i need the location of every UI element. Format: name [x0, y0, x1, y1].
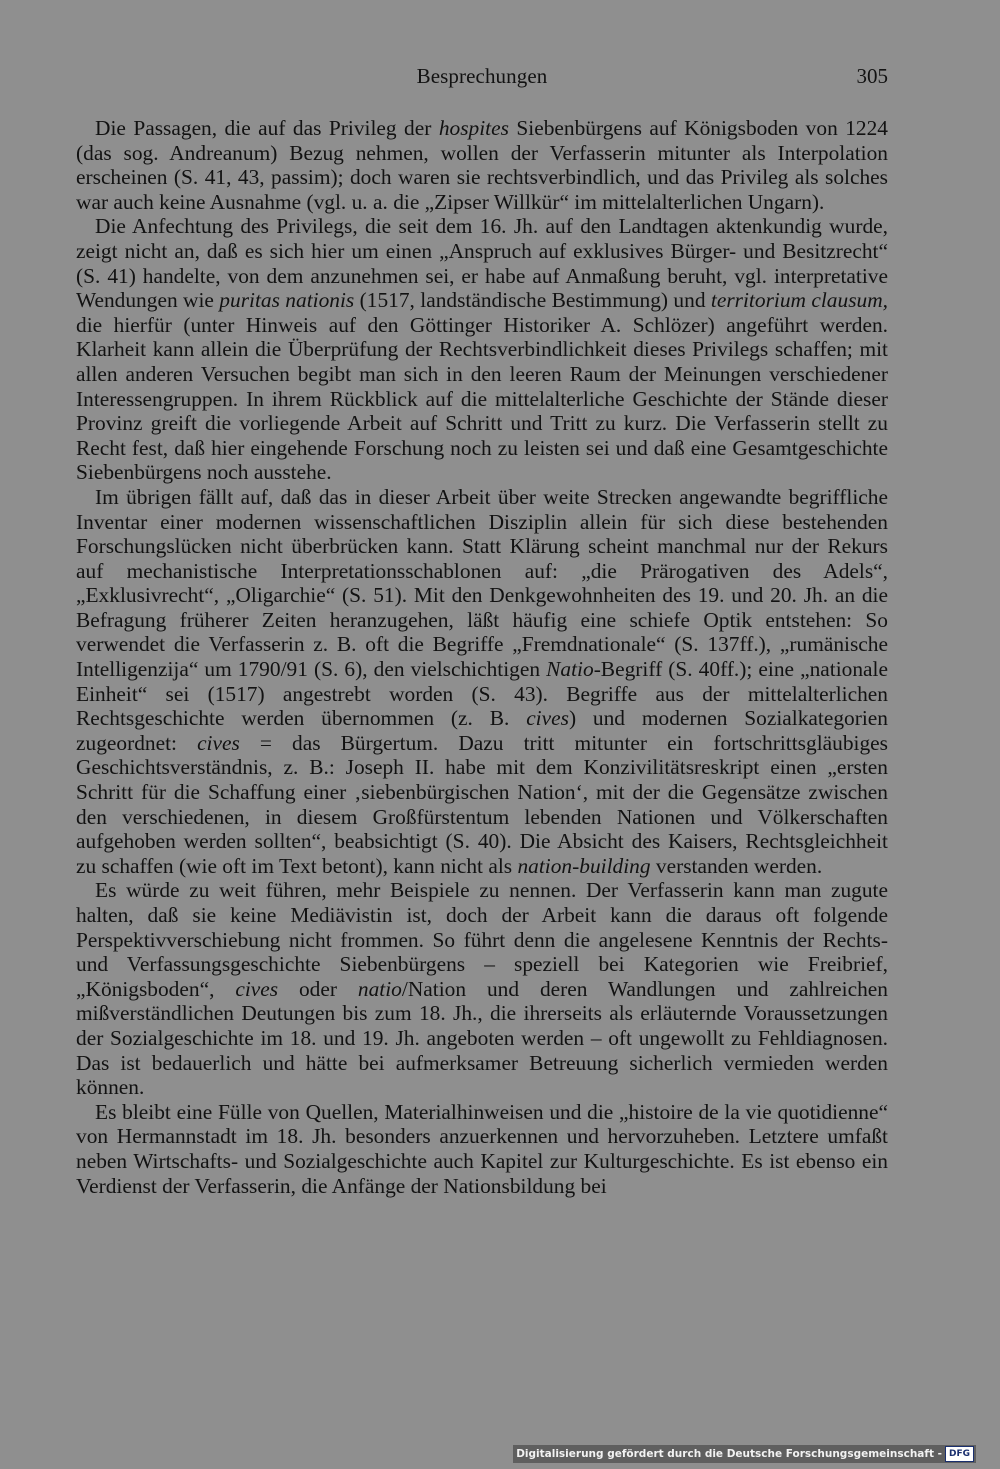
italic-term: nation-building — [517, 853, 651, 878]
dfg-logo-icon: DFG — [945, 1446, 974, 1462]
text-run: = das Bürgertum. Dazu tritt mitunter ein fortschrittsgläubiges Geschichtsverständnis, z. B.: Joseph II. habe mit dem Konzivilitätsreskript einen „ersten Schritt für die Schaffung einer ‚siebenbürgischen Nation‘, mit der die Gegensätze zwischen den verschiedenen, in diesem Großfürstentum lebenden Nationen und Völkerschaften aufgehoben werden sollten“, beabsichtigt (S. 40). Die Absicht des Kaisers, Rechtsgleichheit zu schaffen (wie oft im Text betont), kann nicht als — [76, 730, 888, 878]
digitization-credit — [513, 1445, 976, 1463]
text-run: (1517, landständische Bestimmung) und — [354, 288, 711, 313]
text-run: Die Passagen, die auf das Privileg der — [95, 116, 439, 140]
text-run: die hierfür (unter Hinweis auf den Göttinger Historiker A. Schlözer) angeführt werden. Klarheit kann allein die Überprüfung der Rechtsverbindlichkeit dieses Privilegs schaffen; mit allen anderen Versuchen begibt man sich in den leeren Raum der Meinungen verschiedener Interessengruppen. In ihrem Rückblick auf die mittelalterliche Geschichte der Stände dieser Provinz greift die vorliegende Arbeit auf Schritt und Tritt zu kurz. Die Verfasserin stellt zu Recht fest, daß hier eingehende Forschung noch zu leisten sei und daß eine Gesamtgeschichte Siebenbürgens noch ausstehe. — [76, 312, 888, 485]
text-run: Im übrigen fällt auf, daß das in dieser Arbeit über weite Strecken angewandte begriffliche Inventar einer modernen wissenschaftlichen Disziplin allein für sich diese bestehenden Forschungslücken nicht überbrücken kann. Statt Klärung scheint manchmal nur der Rekurs auf mechanistische Interpretationsschablonen auf: „die Prärogativen des Adels“, „Exklusivrecht“, „Oligarchie“ (S. 51). Mit den Denkgewohnheiten des 19. und 20. Jh. an die Befragung früherer Zeiten heranzugehen, läßt häufig eine schiefe Optik entstehen: So verwendet die Verfasserin z. B. oft die Begriffe „Fremdnationale“ (S. 137ff.), „rumänische Intelligenzija“ um 1790/91 (S. 6), den vielschichtigen — [76, 484, 888, 682]
italic-term: hospites — [438, 116, 509, 140]
text-run: /Nation und deren Wandlungen und zahlreichen mißverständlichen Deutungen bis zum 18. Jh., die ihrerseits als erläuternde Voraussetzungen der Sozialgeschichte im 18. und 19. Jh. angeboten werden – oft ungewollt zu Fehldiagnosen. Das ist bedauerlich und hätte bei aufmerksamer Betreuung sicherlich vermieden werden können. — [76, 976, 888, 1100]
text-run: Es würde zu weit führen, mehr Beispiele zu nennen. Der Verfasserin kann man zugute halten, daß sie keine Mediävistin ist, doch der Arbeit kann die daraus oft folgende Perspektivverschiebung nicht frommen. So führt denn die angelesene Kenntnis der Rechts- und Verfassungsgeschichte Siebenbürgens – speziell bei Kategorien wie Freibrief, „Königsboden“, — [76, 878, 888, 1001]
paragraph — [76, 878, 888, 1099]
running-title: Besprechungen — [416, 64, 548, 88]
page-header — [76, 60, 888, 94]
text-run: Es bleibt eine Fülle von Quellen, Materialhinweisen und die „histoire de la vie quotidienne“ von Hermannstadt im 18. Jh. besonders anzuerkennen und hervorzuheben. Letztere umfaßt neben Wirtschafts- und Sozialgeschichte auch Kapitel zur Kulturgeschichte. Es ist ebenso ein Verdienst der Verfasserin, die Anfänge der Nationsbildung bei — [76, 1099, 888, 1198]
text-run: oder — [278, 976, 358, 1001]
italic-term: cives — [526, 706, 569, 731]
paragraph — [76, 116, 888, 214]
italic-term: territorium clausum, — [710, 288, 889, 313]
text-run: Die Anfechtung des Privilegs, die seit dem 16. Jh. auf den Landtagen aktenkundig wurde, zeigt nicht an, daß es sich hier um einen „Anspruch auf exklusives Bürger- und Besitzrecht“ (S. 41) handelte, von dem anzunehmen sei, er habe auf Anmaßung beruht, vgl. interpretative Wendungen wie — [76, 214, 888, 313]
paragraph — [76, 214, 888, 485]
text-run: Siebenbürgens auf Königsboden von 1224 (das sog. Andreanum) Bezug nehmen, wollen der Verfasserin mitunter als Interpolation erscheinen (S. 41, 43, passim); doch waren sie rechtsverbindlich, und das Privileg als solches war auch keine Ausnahme (vgl. u. a. die „Zipser Willkür“ im mittelalterlichen Ungarn). — [76, 116, 888, 214]
text-run: ) und modernen Sozialkategorien zugeordnet: — [76, 706, 888, 755]
italic-term: puritas nationis — [219, 288, 355, 313]
italic-term: cives — [235, 976, 279, 1001]
italic-term: Natio — [546, 657, 594, 682]
body-text — [76, 116, 888, 1198]
italic-term: cives — [197, 730, 240, 755]
text-run: -Begriff (S. 40ff.); eine „nationale Einheit“ sei (1517) angestrebt worden (S. 43). Begriffe aus der mittelalterlichen Rechtsgeschichte werden übernommen (z. B. — [76, 657, 888, 731]
text-run: verstanden werden. — [650, 853, 823, 878]
paragraph — [76, 1100, 888, 1198]
paragraph — [76, 485, 888, 879]
page-number: 305 — [856, 64, 888, 88]
credit-text: Digitalisierung gefördert durch die Deutsche Forschungsgemeinschaft - — [516, 1448, 942, 1460]
italic-term: natio — [357, 976, 402, 1001]
